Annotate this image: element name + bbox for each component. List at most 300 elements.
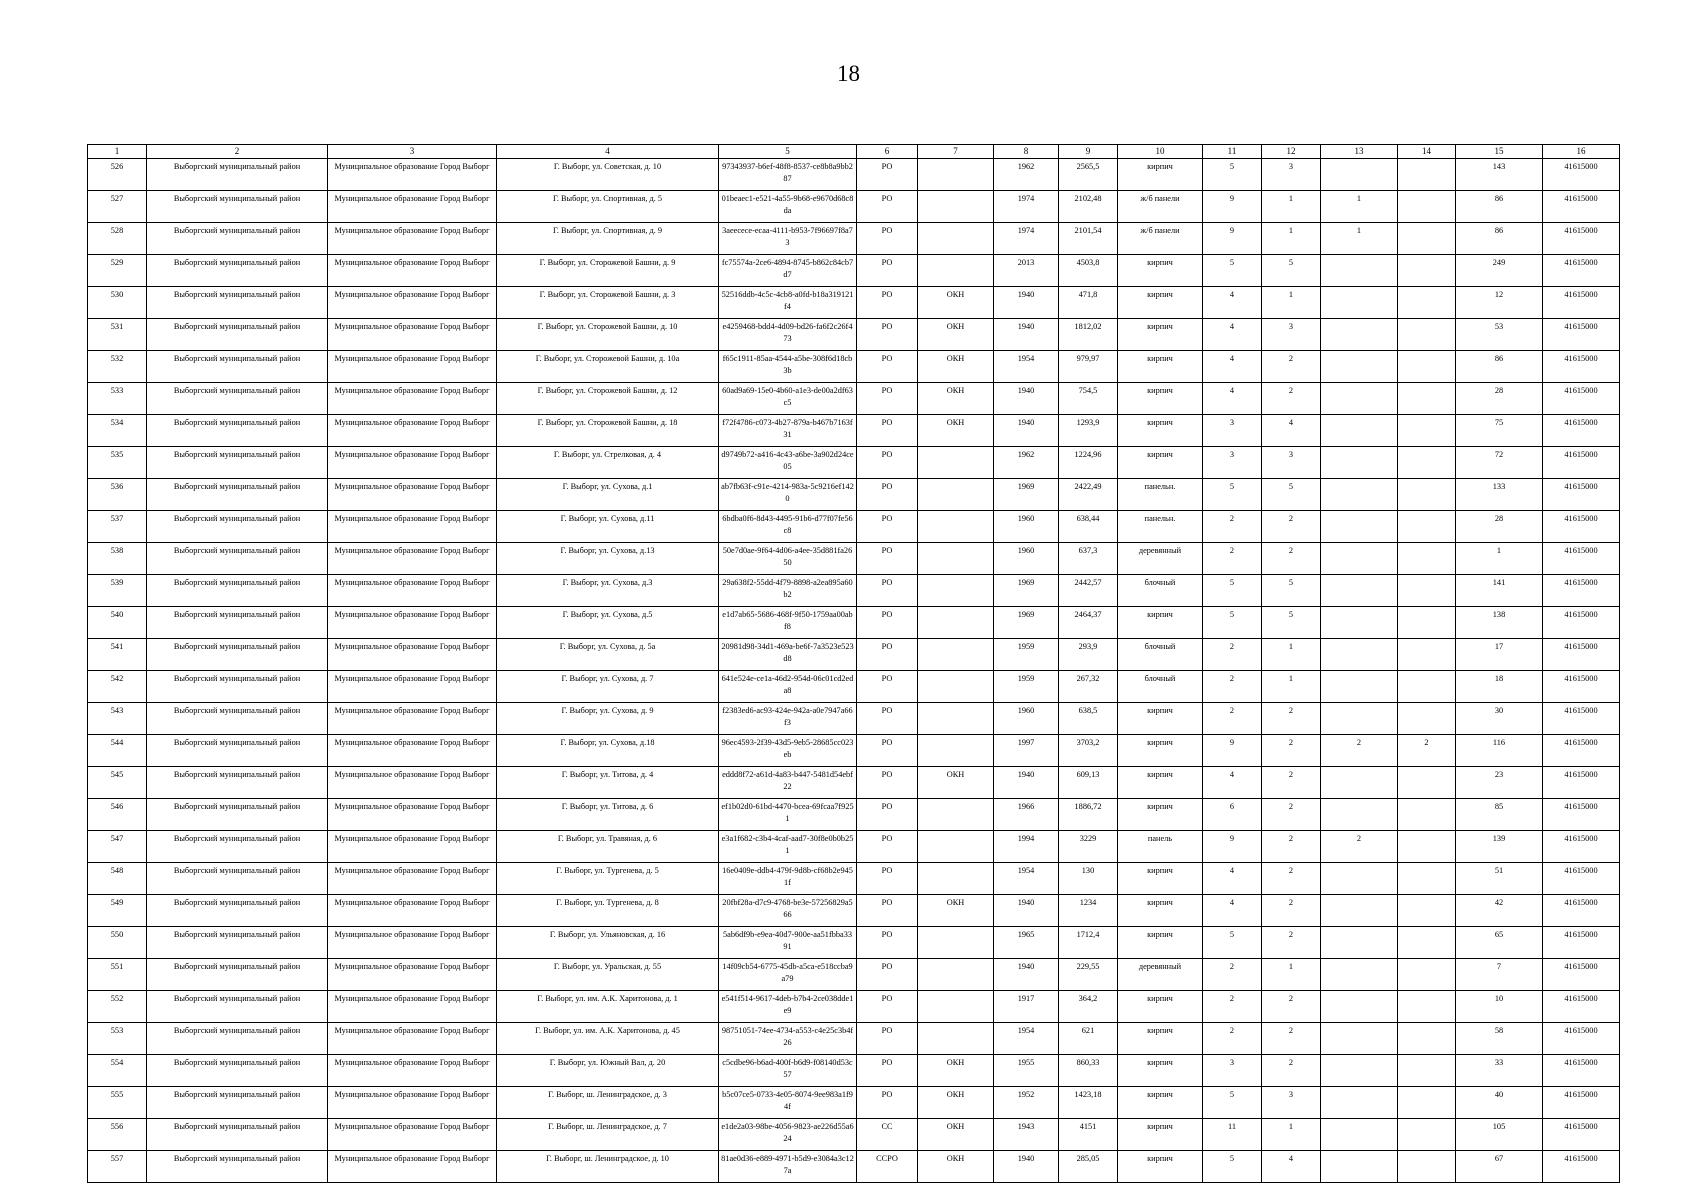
cell-residents: 58 xyxy=(1456,1023,1543,1055)
cell-area: 267,32 xyxy=(1059,671,1118,703)
cell-row-number: 537 xyxy=(88,511,147,543)
cell-oktmo: 41615000 xyxy=(1543,543,1620,575)
cell-elevators-a xyxy=(1321,543,1398,575)
cell-area: 1234 xyxy=(1059,895,1118,927)
cell-floors-max: 4 xyxy=(1203,351,1262,383)
cell-wall-material: кирпич xyxy=(1118,863,1203,895)
cell-wall-material: кирпич xyxy=(1118,1151,1203,1183)
cell-guid: f65c1911-85aa-4544-a5be-308f6d18cb3b xyxy=(719,351,857,383)
cell-row-number: 556 xyxy=(88,1119,147,1151)
cell-entrances: 1 xyxy=(1262,191,1321,223)
cell-entrances: 1 xyxy=(1262,639,1321,671)
cell-year-built: 1943 xyxy=(994,1119,1059,1151)
cell-oktmo: 41615000 xyxy=(1543,703,1620,735)
table-row xyxy=(88,479,1620,511)
cell-heritage-status xyxy=(918,735,994,767)
cell-elevators-a xyxy=(1321,927,1398,959)
column-header-guid: 5 xyxy=(719,145,857,159)
cell-form: РО xyxy=(857,959,918,991)
cell-row-number: 557 xyxy=(88,1151,147,1183)
cell-entrances: 2 xyxy=(1262,735,1321,767)
cell-row-number: 538 xyxy=(88,543,147,575)
cell-entrances: 2 xyxy=(1262,1055,1321,1087)
cell-wall-material: кирпич xyxy=(1118,1087,1203,1119)
cell-oktmo: 41615000 xyxy=(1543,959,1620,991)
cell-year-built: 1960 xyxy=(994,703,1059,735)
cell-district: Выборгский муниципальный район xyxy=(147,735,328,767)
cell-entrances: 4 xyxy=(1262,1151,1321,1183)
cell-year-built: 1940 xyxy=(994,319,1059,351)
cell-row-number: 533 xyxy=(88,383,147,415)
cell-elevators-a: 2 xyxy=(1321,831,1398,863)
cell-heritage-status: ОКН xyxy=(918,1087,994,1119)
cell-guid: 5ab6df9b-e9ea-40d7-900e-aa51fbba3391 xyxy=(719,927,857,959)
cell-residents: 33 xyxy=(1456,1055,1543,1087)
cell-row-number: 541 xyxy=(88,639,147,671)
cell-district: Выборгский муниципальный район xyxy=(147,319,328,351)
cell-oktmo: 41615000 xyxy=(1543,607,1620,639)
cell-municipality: Муниципальное образование Город Выборг xyxy=(328,543,497,575)
cell-residents: 139 xyxy=(1456,831,1543,863)
cell-elevators-a xyxy=(1321,767,1398,799)
cell-wall-material: блочный xyxy=(1118,671,1203,703)
cell-municipality: Муниципальное образование Город Выборг xyxy=(328,1055,497,1087)
cell-guid: e3a1f682-c3b4-4caf-aad7-30f8e0b0b251 xyxy=(719,831,857,863)
cell-row-number: 534 xyxy=(88,415,147,447)
table-row xyxy=(88,447,1620,479)
cell-district: Выборгский муниципальный район xyxy=(147,575,328,607)
cell-form: РО xyxy=(857,383,918,415)
cell-guid: 50e7d0ae-9f64-4d06-a4ee-35d881fa2650 xyxy=(719,543,857,575)
cell-oktmo: 41615000 xyxy=(1543,735,1620,767)
cell-wall-material: деревянный xyxy=(1118,543,1203,575)
cell-year-built: 1969 xyxy=(994,479,1059,511)
cell-wall-material: кирпич xyxy=(1118,895,1203,927)
cell-oktmo: 41615000 xyxy=(1543,863,1620,895)
cell-floors-max: 5 xyxy=(1203,575,1262,607)
cell-oktmo: 41615000 xyxy=(1543,447,1620,479)
cell-area: 609,13 xyxy=(1059,767,1118,799)
table-row xyxy=(88,895,1620,927)
cell-wall-material: кирпич xyxy=(1118,1119,1203,1151)
cell-guid: 29a638f2-55dd-4f79-8898-a2ea895a60b2 xyxy=(719,575,857,607)
cell-form: РО xyxy=(857,607,918,639)
cell-row-number: 526 xyxy=(88,159,147,191)
cell-guid: 20981d98-34d1-469a-be6f-7a3523e523d8 xyxy=(719,639,857,671)
cell-district: Выборгский муниципальный район xyxy=(147,703,328,735)
cell-floors-max: 5 xyxy=(1203,607,1262,639)
cell-district: Выборгский муниципальный район xyxy=(147,159,328,191)
cell-address: Г. Выборг, ул. Тургенева, д. 5 xyxy=(497,863,719,895)
cell-oktmo: 41615000 xyxy=(1543,799,1620,831)
cell-residents: 1 xyxy=(1456,543,1543,575)
cell-area: 130 xyxy=(1059,863,1118,895)
cell-elevators-a xyxy=(1321,991,1398,1023)
housing-registry-table xyxy=(87,144,1620,1183)
cell-area: 3703,2 xyxy=(1059,735,1118,767)
cell-guid: 3aeecece-ecaa-4111-b953-7f96697f8a73 xyxy=(719,223,857,255)
cell-floors-max: 2 xyxy=(1203,639,1262,671)
cell-municipality: Муниципальное образование Город Выборг xyxy=(328,671,497,703)
table-row xyxy=(88,351,1620,383)
cell-heritage-status xyxy=(918,575,994,607)
cell-residents: 116 xyxy=(1456,735,1543,767)
cell-residents: 65 xyxy=(1456,927,1543,959)
table-row xyxy=(88,767,1620,799)
cell-address: Г. Выборг, ул. Сухова, д.1 xyxy=(497,479,719,511)
cell-elevators-a xyxy=(1321,1055,1398,1087)
cell-year-built: 1974 xyxy=(994,191,1059,223)
cell-elevators-b xyxy=(1398,927,1456,959)
cell-form: РО xyxy=(857,1023,918,1055)
cell-heritage-status: ОКН xyxy=(918,895,994,927)
cell-address: Г. Выборг, ул. Сухова, д. 9 xyxy=(497,703,719,735)
cell-elevators-a xyxy=(1321,1119,1398,1151)
cell-address: Г. Выборг, ш. Ленинградское, д. 10 xyxy=(497,1151,719,1183)
cell-year-built: 1917 xyxy=(994,991,1059,1023)
cell-floors-max: 11 xyxy=(1203,1119,1262,1151)
cell-floors-max: 3 xyxy=(1203,415,1262,447)
table-row xyxy=(88,863,1620,895)
cell-elevators-a xyxy=(1321,575,1398,607)
cell-area: 471,8 xyxy=(1059,287,1118,319)
cell-municipality: Муниципальное образование Город Выборг xyxy=(328,383,497,415)
cell-heritage-status: ОКН xyxy=(918,351,994,383)
cell-row-number: 546 xyxy=(88,799,147,831)
cell-address: Г. Выборг, ул. Сторожевой Башни, д. 10а xyxy=(497,351,719,383)
cell-row-number: 535 xyxy=(88,447,147,479)
cell-heritage-status xyxy=(918,991,994,1023)
cell-elevators-a xyxy=(1321,255,1398,287)
cell-year-built: 2013 xyxy=(994,255,1059,287)
cell-guid: ab7fb63f-c91e-4214-983a-5c9216ef1420 xyxy=(719,479,857,511)
cell-oktmo: 41615000 xyxy=(1543,1087,1620,1119)
cell-elevators-b xyxy=(1398,831,1456,863)
cell-year-built: 1965 xyxy=(994,927,1059,959)
cell-floors-max: 4 xyxy=(1203,319,1262,351)
cell-row-number: 536 xyxy=(88,479,147,511)
cell-oktmo: 41615000 xyxy=(1543,639,1620,671)
cell-wall-material: кирпич xyxy=(1118,383,1203,415)
cell-guid: c5cdbe96-b6ad-400f-b6d9-f08140d53c57 xyxy=(719,1055,857,1087)
cell-elevators-a xyxy=(1321,159,1398,191)
cell-heritage-status: ОКН xyxy=(918,383,994,415)
cell-area: 2442,57 xyxy=(1059,575,1118,607)
cell-address: Г. Выборг, ул. Стрелковая, д. 4 xyxy=(497,447,719,479)
cell-wall-material: кирпич xyxy=(1118,1023,1203,1055)
cell-elevators-a: 1 xyxy=(1321,191,1398,223)
cell-municipality: Муниципальное образование Город Выборг xyxy=(328,511,497,543)
cell-form: РО xyxy=(857,543,918,575)
cell-floors-max: 5 xyxy=(1203,927,1262,959)
cell-municipality: Муниципальное образование Город Выборг xyxy=(328,831,497,863)
cell-district: Выборгский муниципальный район xyxy=(147,927,328,959)
cell-entrances: 2 xyxy=(1262,511,1321,543)
table-row xyxy=(88,255,1620,287)
cell-residents: 75 xyxy=(1456,415,1543,447)
cell-address: Г. Выборг, ул. Сухова, д.11 xyxy=(497,511,719,543)
cell-year-built: 1954 xyxy=(994,1023,1059,1055)
cell-form: РО xyxy=(857,223,918,255)
cell-year-built: 1960 xyxy=(994,511,1059,543)
cell-row-number: 528 xyxy=(88,223,147,255)
cell-heritage-status xyxy=(918,639,994,671)
cell-row-number: 529 xyxy=(88,255,147,287)
cell-elevators-b xyxy=(1398,671,1456,703)
cell-heritage-status xyxy=(918,447,994,479)
cell-municipality: Муниципальное образование Город Выборг xyxy=(328,223,497,255)
cell-area: 1293,9 xyxy=(1059,415,1118,447)
cell-entrances: 2 xyxy=(1262,927,1321,959)
cell-elevators-b xyxy=(1398,447,1456,479)
cell-district: Выборгский муниципальный район xyxy=(147,863,328,895)
cell-address: Г. Выборг, ул. Сухова, д.5 xyxy=(497,607,719,639)
cell-address: Г. Выборг, ул. Травяная, д. 6 xyxy=(497,831,719,863)
cell-row-number: 531 xyxy=(88,319,147,351)
cell-area: 2565,5 xyxy=(1059,159,1118,191)
cell-residents: 53 xyxy=(1456,319,1543,351)
cell-area: 754,5 xyxy=(1059,383,1118,415)
cell-guid: e4259468-bdd4-4d09-bd26-fa6f2c26f473 xyxy=(719,319,857,351)
table-row xyxy=(88,927,1620,959)
cell-floors-max: 9 xyxy=(1203,735,1262,767)
cell-area: 4503,8 xyxy=(1059,255,1118,287)
cell-row-number: 545 xyxy=(88,767,147,799)
cell-floors-max: 9 xyxy=(1203,831,1262,863)
cell-district: Выборгский муниципальный район xyxy=(147,223,328,255)
cell-entrances: 5 xyxy=(1262,255,1321,287)
cell-elevators-b xyxy=(1398,959,1456,991)
cell-municipality: Муниципальное образование Город Выборг xyxy=(328,991,497,1023)
cell-year-built: 1940 xyxy=(994,415,1059,447)
cell-wall-material: блочный xyxy=(1118,575,1203,607)
cell-municipality: Муниципальное образование Город Выборг xyxy=(328,767,497,799)
cell-area: 229,55 xyxy=(1059,959,1118,991)
cell-form: РО xyxy=(857,895,918,927)
cell-form: РО xyxy=(857,927,918,959)
cell-guid: 98751051-74ee-4734-a553-c4e25c3b4f26 xyxy=(719,1023,857,1055)
cell-year-built: 1954 xyxy=(994,351,1059,383)
cell-entrances: 2 xyxy=(1262,1023,1321,1055)
cell-municipality: Муниципальное образование Город Выборг xyxy=(328,639,497,671)
cell-floors-max: 2 xyxy=(1203,991,1262,1023)
cell-municipality: Муниципальное образование Город Выборг xyxy=(328,447,497,479)
cell-wall-material: кирпич xyxy=(1118,607,1203,639)
cell-wall-material: кирпич xyxy=(1118,319,1203,351)
cell-year-built: 1994 xyxy=(994,831,1059,863)
cell-form: РО xyxy=(857,671,918,703)
cell-floors-max: 6 xyxy=(1203,799,1262,831)
cell-elevators-b: 2 xyxy=(1398,735,1456,767)
cell-guid: e1d7ab65-5686-468f-9f50-1759aa00abf8 xyxy=(719,607,857,639)
cell-guid: 20fbf28a-d7c9-4768-be3e-57256829a566 xyxy=(719,895,857,927)
cell-year-built: 1974 xyxy=(994,223,1059,255)
column-header-year-built: 8 xyxy=(994,145,1059,159)
cell-row-number: 544 xyxy=(88,735,147,767)
cell-row-number: 530 xyxy=(88,287,147,319)
table-row xyxy=(88,223,1620,255)
cell-address: Г. Выборг, ул. им. А.К. Харитонова, д. 1 xyxy=(497,991,719,1023)
cell-district: Выборгский муниципальный район xyxy=(147,1151,328,1183)
cell-address: Г. Выборг, ул. Спортивная, д. 9 xyxy=(497,223,719,255)
cell-form: РО xyxy=(857,575,918,607)
column-header-form: 6 xyxy=(857,145,918,159)
table-row xyxy=(88,415,1620,447)
cell-guid: f2383ed6-ac93-424e-942a-a0e7947a66f3 xyxy=(719,703,857,735)
cell-oktmo: 41615000 xyxy=(1543,767,1620,799)
cell-municipality: Муниципальное образование Город Выборг xyxy=(328,575,497,607)
cell-heritage-status xyxy=(918,159,994,191)
table-row xyxy=(88,383,1620,415)
cell-form: РО xyxy=(857,703,918,735)
cell-municipality: Муниципальное образование Город Выборг xyxy=(328,863,497,895)
cell-elevators-b xyxy=(1398,767,1456,799)
cell-oktmo: 41615000 xyxy=(1543,895,1620,927)
cell-elevators-a: 1 xyxy=(1321,223,1398,255)
cell-form: РО xyxy=(857,1055,918,1087)
cell-elevators-b xyxy=(1398,191,1456,223)
cell-address: Г. Выборг, ул. Сухова, д. 7 xyxy=(497,671,719,703)
cell-oktmo: 41615000 xyxy=(1543,1055,1620,1087)
cell-guid: 16e0409e-ddb4-479f-9d8b-cf68b2e9451f xyxy=(719,863,857,895)
cell-wall-material: панель xyxy=(1118,831,1203,863)
cell-oktmo: 41615000 xyxy=(1543,415,1620,447)
cell-guid: e1de2a03-98be-4056-9823-ae226d55a624 xyxy=(719,1119,857,1151)
column-header-elevators-b: 14 xyxy=(1398,145,1456,159)
cell-elevators-b xyxy=(1398,991,1456,1023)
cell-form: РО xyxy=(857,351,918,383)
cell-row-number: 539 xyxy=(88,575,147,607)
cell-heritage-status: ОКН xyxy=(918,287,994,319)
cell-year-built: 1940 xyxy=(994,287,1059,319)
column-header-heritage-status: 7 xyxy=(918,145,994,159)
cell-elevators-a xyxy=(1321,671,1398,703)
cell-oktmo: 41615000 xyxy=(1543,223,1620,255)
cell-entrances: 2 xyxy=(1262,703,1321,735)
cell-residents: 42 xyxy=(1456,895,1543,927)
cell-entrances: 2 xyxy=(1262,799,1321,831)
cell-oktmo: 41615000 xyxy=(1543,383,1620,415)
cell-district: Выборгский муниципальный район xyxy=(147,639,328,671)
cell-municipality: Муниципальное образование Город Выборг xyxy=(328,287,497,319)
cell-heritage-status xyxy=(918,479,994,511)
cell-municipality: Муниципальное образование Город Выборг xyxy=(328,1119,497,1151)
cell-district: Выборгский муниципальный район xyxy=(147,895,328,927)
cell-residents: 51 xyxy=(1456,863,1543,895)
cell-district: Выборгский муниципальный район xyxy=(147,479,328,511)
cell-residents: 17 xyxy=(1456,639,1543,671)
cell-elevators-a xyxy=(1321,1087,1398,1119)
cell-oktmo: 41615000 xyxy=(1543,991,1620,1023)
cell-district: Выборгский муниципальный район xyxy=(147,1119,328,1151)
cell-address: Г. Выборг, ул. Сухова, д.3 xyxy=(497,575,719,607)
cell-municipality: Муниципальное образование Город Выборг xyxy=(328,959,497,991)
cell-guid: 01beaec1-e521-4a55-9b68-e9670d68c8da xyxy=(719,191,857,223)
cell-floors-max: 4 xyxy=(1203,863,1262,895)
cell-entrances: 5 xyxy=(1262,575,1321,607)
table-row xyxy=(88,159,1620,191)
cell-residents: 133 xyxy=(1456,479,1543,511)
cell-heritage-status: ОКН xyxy=(918,319,994,351)
cell-oktmo: 41615000 xyxy=(1543,1119,1620,1151)
cell-address: Г. Выборг, ул. Титова, д. 6 xyxy=(497,799,719,831)
cell-area: 293,9 xyxy=(1059,639,1118,671)
cell-entrances: 1 xyxy=(1262,1119,1321,1151)
cell-floors-max: 5 xyxy=(1203,159,1262,191)
cell-address: Г. Выборг, ул. Титова, д. 4 xyxy=(497,767,719,799)
cell-wall-material: кирпич xyxy=(1118,351,1203,383)
cell-address: Г. Выборг, ул. Сторожевой Башни, д. 18 xyxy=(497,415,719,447)
cell-district: Выборгский муниципальный район xyxy=(147,671,328,703)
cell-year-built: 1962 xyxy=(994,447,1059,479)
cell-elevators-b xyxy=(1398,799,1456,831)
cell-elevators-a xyxy=(1321,287,1398,319)
cell-heritage-status xyxy=(918,927,994,959)
cell-address: Г. Выборг, ул. Сухова, д.18 xyxy=(497,735,719,767)
cell-year-built: 1969 xyxy=(994,607,1059,639)
cell-row-number: 543 xyxy=(88,703,147,735)
cell-oktmo: 41615000 xyxy=(1543,287,1620,319)
cell-wall-material: кирпич xyxy=(1118,447,1203,479)
cell-oktmo: 41615000 xyxy=(1543,511,1620,543)
cell-area: 285,05 xyxy=(1059,1151,1118,1183)
cell-elevators-a xyxy=(1321,607,1398,639)
cell-heritage-status xyxy=(918,703,994,735)
cell-district: Выборгский муниципальный район xyxy=(147,767,328,799)
cell-area: 1712,4 xyxy=(1059,927,1118,959)
cell-district: Выборгский муниципальный район xyxy=(147,607,328,639)
cell-elevators-a xyxy=(1321,1023,1398,1055)
cell-oktmo: 41615000 xyxy=(1543,927,1620,959)
cell-oktmo: 41615000 xyxy=(1543,671,1620,703)
cell-address: Г. Выборг, ул. Сухова, д. 5а xyxy=(497,639,719,671)
table-row xyxy=(88,607,1620,639)
cell-entrances: 3 xyxy=(1262,1087,1321,1119)
cell-elevators-b xyxy=(1398,863,1456,895)
cell-row-number: 548 xyxy=(88,863,147,895)
table-row xyxy=(88,1087,1620,1119)
cell-heritage-status: ОКН xyxy=(918,415,994,447)
cell-oktmo: 41615000 xyxy=(1543,1151,1620,1183)
cell-entrances: 1 xyxy=(1262,959,1321,991)
cell-heritage-status xyxy=(918,223,994,255)
cell-elevators-a xyxy=(1321,351,1398,383)
cell-year-built: 1969 xyxy=(994,575,1059,607)
cell-guid: 60ad9a69-15e0-4b60-a1e3-de00a2df63c5 xyxy=(719,383,857,415)
cell-heritage-status xyxy=(918,543,994,575)
cell-floors-max: 3 xyxy=(1203,447,1262,479)
cell-row-number: 532 xyxy=(88,351,147,383)
cell-guid: fc75574a-2ce6-4894-8745-b862c84cb7d7 xyxy=(719,255,857,287)
cell-area: 979,97 xyxy=(1059,351,1118,383)
cell-year-built: 1940 xyxy=(994,1151,1059,1183)
cell-wall-material: кирпич xyxy=(1118,767,1203,799)
cell-entrances: 3 xyxy=(1262,447,1321,479)
cell-area: 621 xyxy=(1059,1023,1118,1055)
column-header-district: 2 xyxy=(147,145,328,159)
cell-row-number: 550 xyxy=(88,927,147,959)
cell-entrances: 2 xyxy=(1262,863,1321,895)
cell-row-number: 540 xyxy=(88,607,147,639)
cell-floors-max: 5 xyxy=(1203,255,1262,287)
cell-municipality: Муниципальное образование Город Выборг xyxy=(328,895,497,927)
cell-district: Выборгский муниципальный район xyxy=(147,191,328,223)
cell-elevators-b xyxy=(1398,575,1456,607)
cell-residents: 18 xyxy=(1456,671,1543,703)
cell-floors-max: 2 xyxy=(1203,543,1262,575)
cell-residents: 105 xyxy=(1456,1119,1543,1151)
cell-entrances: 2 xyxy=(1262,543,1321,575)
